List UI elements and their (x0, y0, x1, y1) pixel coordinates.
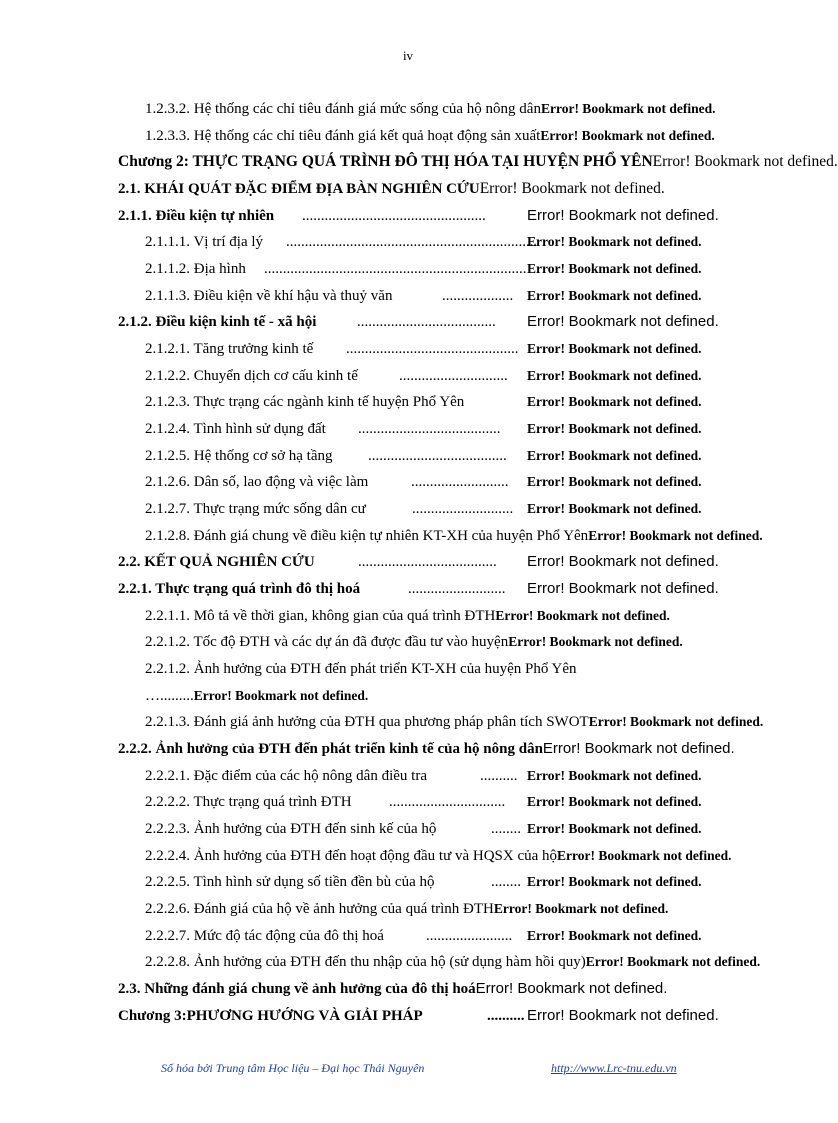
toc-entry (0, 658, 816, 684)
toc-entry (0, 391, 816, 417)
toc-leader-dots: .............................................. (346, 341, 519, 357)
toc-entry-title: 2.2.1.2. Tốc độ ĐTH và các dự án đã được đầu tư vào huyện (145, 634, 509, 650)
toc-entry-title: 2.1.2.6. Dân số, lao động và việc làm (145, 474, 369, 490)
toc-entry-error: Error! Bookmark not defined. (527, 874, 702, 889)
toc-entry (0, 898, 816, 924)
toc-entry-title: 2.2.2.2. Thực trạng quá trình ĐTH (145, 794, 352, 810)
toc-entry-title: 2.1.1.1. Vị trí địa lý (145, 234, 264, 250)
toc-entry-error: Error! Bookmark not defined. (542, 740, 735, 757)
toc-entry-error: Error! Bookmark not defined. (527, 288, 702, 303)
toc-entry (0, 365, 816, 391)
toc-entry-title: 2.2. KẾT QUẢ NGHIÊN CỨU (118, 554, 315, 570)
toc-entry-title: 2.2.1.1. Mô tả về thời gian, không gian của quá trình ĐTH (145, 608, 496, 624)
toc-entry-error: Error! Bookmark not defined. (527, 448, 702, 463)
toc-entry-title: 2.2.2.5. Tình hình sử dụng số tiền đền bù của hộ (145, 874, 435, 890)
toc-entry-error: Error! Bookmark not defined. (527, 1007, 719, 1024)
toc-entry-error: Error! Bookmark not defined. (527, 368, 702, 383)
toc-leader-dots: .......... (480, 768, 518, 784)
toc-leader-dots: ...................................... (358, 421, 501, 437)
toc-entry-title: 2.2.1.2. Ảnh hưởng của ĐTH đến phát triển KT-XH của huyện Phổ Yên (145, 661, 577, 677)
toc-entry-error: Error! Bookmark not defined. (527, 313, 719, 330)
toc-entry (0, 978, 816, 1004)
toc-entry-error: Error! Bookmark not defined. (527, 580, 719, 597)
toc-entry-title: 2.3. Những đánh giá chung về ảnh hưởng của đô thị hoá (118, 981, 476, 997)
toc-leader-dots: .......... (487, 1008, 525, 1024)
toc-entry-error: Error! Bookmark not defined. (527, 394, 702, 409)
toc-entry-error: Error! Bookmark not defined. (193, 688, 369, 703)
toc-entry-error: Error! Bookmark not defined. (527, 553, 719, 570)
toc-entry (0, 205, 816, 231)
toc-entry-error: Error! Bookmark not defined. (475, 980, 668, 997)
toc-leader-dots: ............................... (389, 794, 506, 810)
toc-entry-title: 2.2.1. Thực trạng quá trình đô thị hoá (118, 581, 361, 597)
toc-leader-dots: ...................................................................... (264, 261, 527, 277)
toc-entry-error: Error! Bookmark not defined. (588, 714, 764, 729)
toc-entry (0, 125, 816, 151)
toc-entry-title: 1.2.3.2. Hệ thống các chỉ tiêu đánh giá mức sống của hộ nông dân (145, 101, 541, 117)
toc-entry-error: Error! Bookmark not defined. (527, 501, 702, 516)
toc-leader-dots: ................................................................... (286, 234, 538, 250)
toc-entry-error: Error! Bookmark not defined. (479, 180, 665, 197)
toc-leader-dots: ................................................. (302, 208, 486, 224)
toc-entry-title: 2.2.2.8. Ảnh hưởng của ĐTH đến thu nhập của hộ (sử dụng hàm hồi quy) (145, 954, 586, 970)
toc-entry (0, 311, 816, 337)
toc-leader-dots: .......................... (411, 474, 509, 490)
toc-entry (0, 791, 816, 817)
toc-leader-dots: ........ (491, 874, 521, 890)
toc-entry-error: Error! Bookmark not defined. (540, 128, 715, 143)
toc-entry-title: 2.2.2. Ảnh hưởng của ĐTH đến phát triển kinh tế của hộ nông dân (118, 741, 543, 757)
toc-entry (0, 338, 816, 364)
toc-entry (0, 818, 816, 844)
toc-entry (0, 98, 816, 124)
toc-entry-title: Chương 2: THỰC TRẠNG QUÁ TRÌNH ĐÔ THỊ HÓA TẠI HUYỆN PHỔ YÊN (118, 153, 653, 170)
toc-entry (0, 178, 816, 204)
toc-entry (0, 418, 816, 444)
toc-entry-title: 2.1.2.4. Tình hình sử dụng đất (145, 421, 326, 437)
toc-entry-error: Error! Bookmark not defined. (508, 634, 683, 649)
toc-entry-title: 2.1. KHÁI QUÁT ĐẶC ĐIỂM ĐỊA BÀN NGHIÊN CỨU (118, 181, 480, 197)
toc-leader-dots: ........................... (412, 501, 514, 517)
toc-leader-dots: …......... (145, 688, 194, 704)
toc-entry (0, 925, 816, 951)
toc-entry-error: Error! Bookmark not defined. (527, 474, 702, 489)
toc-entry (0, 471, 816, 497)
toc-entry-title: 2.1.2.7. Thực trạng mức sống dân cư (145, 501, 366, 517)
toc-leader-dots: ........ (491, 821, 521, 837)
toc-entry (0, 231, 816, 257)
toc-leader-dots: ..................................... (357, 314, 496, 330)
toc-entry-error: Error! Bookmark not defined. (527, 768, 702, 783)
toc-entry-error: Error! Bookmark not defined. (527, 234, 702, 249)
toc-entry-error: Error! Bookmark not defined. (585, 954, 761, 969)
toc-entry-error: Error! Bookmark not defined. (527, 341, 702, 356)
toc-entry (0, 445, 816, 471)
toc-entry-error: Error! Bookmark not defined. (588, 528, 763, 543)
toc-entry-error: Error! Bookmark not defined. (540, 101, 716, 116)
toc-entry-title: Chương 3:PHƯƠNG HƯỚNG VÀ GIẢI PHÁP (118, 1008, 423, 1024)
toc-entry (0, 578, 816, 604)
footer-link[interactable]: http://www.Lrc-tnu.edu.vn (551, 1061, 677, 1075)
toc-entry-error: Error! Bookmark not defined. (495, 608, 670, 623)
toc-leader-dots: ............................. (399, 368, 508, 384)
toc-entry (0, 605, 816, 631)
toc-entry-error: Error! Bookmark not defined. (557, 848, 732, 863)
toc-entry-error: Error! Bookmark not defined. (652, 153, 838, 170)
toc-entry-error: Error! Bookmark not defined. (527, 821, 702, 836)
toc-entry (0, 738, 816, 764)
toc-entry (0, 951, 816, 977)
toc-entry-error: Error! Bookmark not defined. (527, 261, 702, 276)
toc-entry-title: 2.1.2.2. Chuyển dịch cơ cấu kinh tế (145, 368, 358, 384)
toc-entry-title: 2.1.2.8. Đánh giá chung về điều kiện tự nhiên KT-XH của huyện Phổ Yên (145, 528, 589, 544)
toc-leader-dots: ................... (442, 288, 514, 304)
toc-entry-error: Error! Bookmark not defined. (527, 207, 719, 224)
toc-entry (0, 685, 816, 711)
footer-credit: Số hóa bởi Trung tâm Học liệu – Đại học Thái Nguyên (161, 1061, 425, 1075)
toc-entry (0, 711, 816, 737)
toc-entry (0, 525, 816, 551)
toc-entry-error: Error! Bookmark not defined. (527, 928, 702, 943)
page-number: iv (402, 48, 414, 63)
toc-leader-dots: .......................... (408, 581, 506, 597)
toc-entry-title: 2.1.1.3. Điều kiện về khí hậu và thuỷ văn (145, 288, 393, 304)
toc-entry-title: 2.2.2.6. Đánh giá của hộ về ảnh hưởng của quá trình ĐTH (145, 901, 494, 917)
toc-entry-title: 2.1.1. Điều kiện tự nhiên (118, 208, 275, 224)
toc-entry-title: 2.1.2.1. Tăng trưởng kinh tế (145, 341, 314, 357)
toc-entry-title: 2.2.2.1. Đặc điểm của các hộ nông dân điều tra (145, 768, 427, 784)
toc-entry-title: 2.2.1.3. Đánh giá ảnh hưởng của ĐTH qua phương pháp phân tích SWOT (145, 714, 589, 730)
toc-entry-title: 2.2.2.4. Ảnh hưởng của ĐTH đến hoạt động đầu tư và HQSX của hộ (145, 848, 558, 864)
toc-entry-title: 2.2.2.3. Ảnh hưởng của ĐTH đến sinh kế của hộ (145, 821, 437, 837)
toc-leader-dots: ..................................... (368, 448, 507, 464)
toc-entry-title: 2.1.2.5. Hệ thống cơ sở hạ tầng (145, 448, 333, 464)
toc-entry-error: Error! Bookmark not defined. (527, 794, 702, 809)
toc-entry-title: 2.1.2. Điều kiện kinh tế - xã hội (118, 314, 317, 330)
toc-entry (0, 151, 838, 177)
toc-entry (0, 1005, 816, 1031)
toc-leader-dots: ....................... (426, 928, 513, 944)
toc-entry (0, 258, 816, 284)
toc-leader-dots: ..................................... (358, 554, 497, 570)
toc-entry (0, 498, 816, 524)
toc-entry (0, 845, 816, 871)
toc-entry (0, 285, 816, 311)
toc-entry-title: 2.1.2.3. Thực trạng các ngành kinh tế huyện Phổ Yên (145, 394, 465, 410)
toc-entry (0, 871, 816, 897)
toc-entry (0, 765, 816, 791)
toc-entry-error: Error! Bookmark not defined. (493, 901, 669, 916)
toc-entry-title: 2.1.1.2. Địa hình (145, 261, 246, 277)
toc-entry (0, 631, 816, 657)
toc-entry (0, 551, 816, 577)
toc-entry-title: 2.2.2.7. Mức độ tác động của đô thị hoá (145, 928, 384, 944)
toc-entry-title: 1.2.3.3. Hệ thống các chỉ tiêu đánh giá kết quả hoạt động sản xuất (145, 128, 541, 144)
toc-entry-error: Error! Bookmark not defined. (527, 421, 702, 436)
